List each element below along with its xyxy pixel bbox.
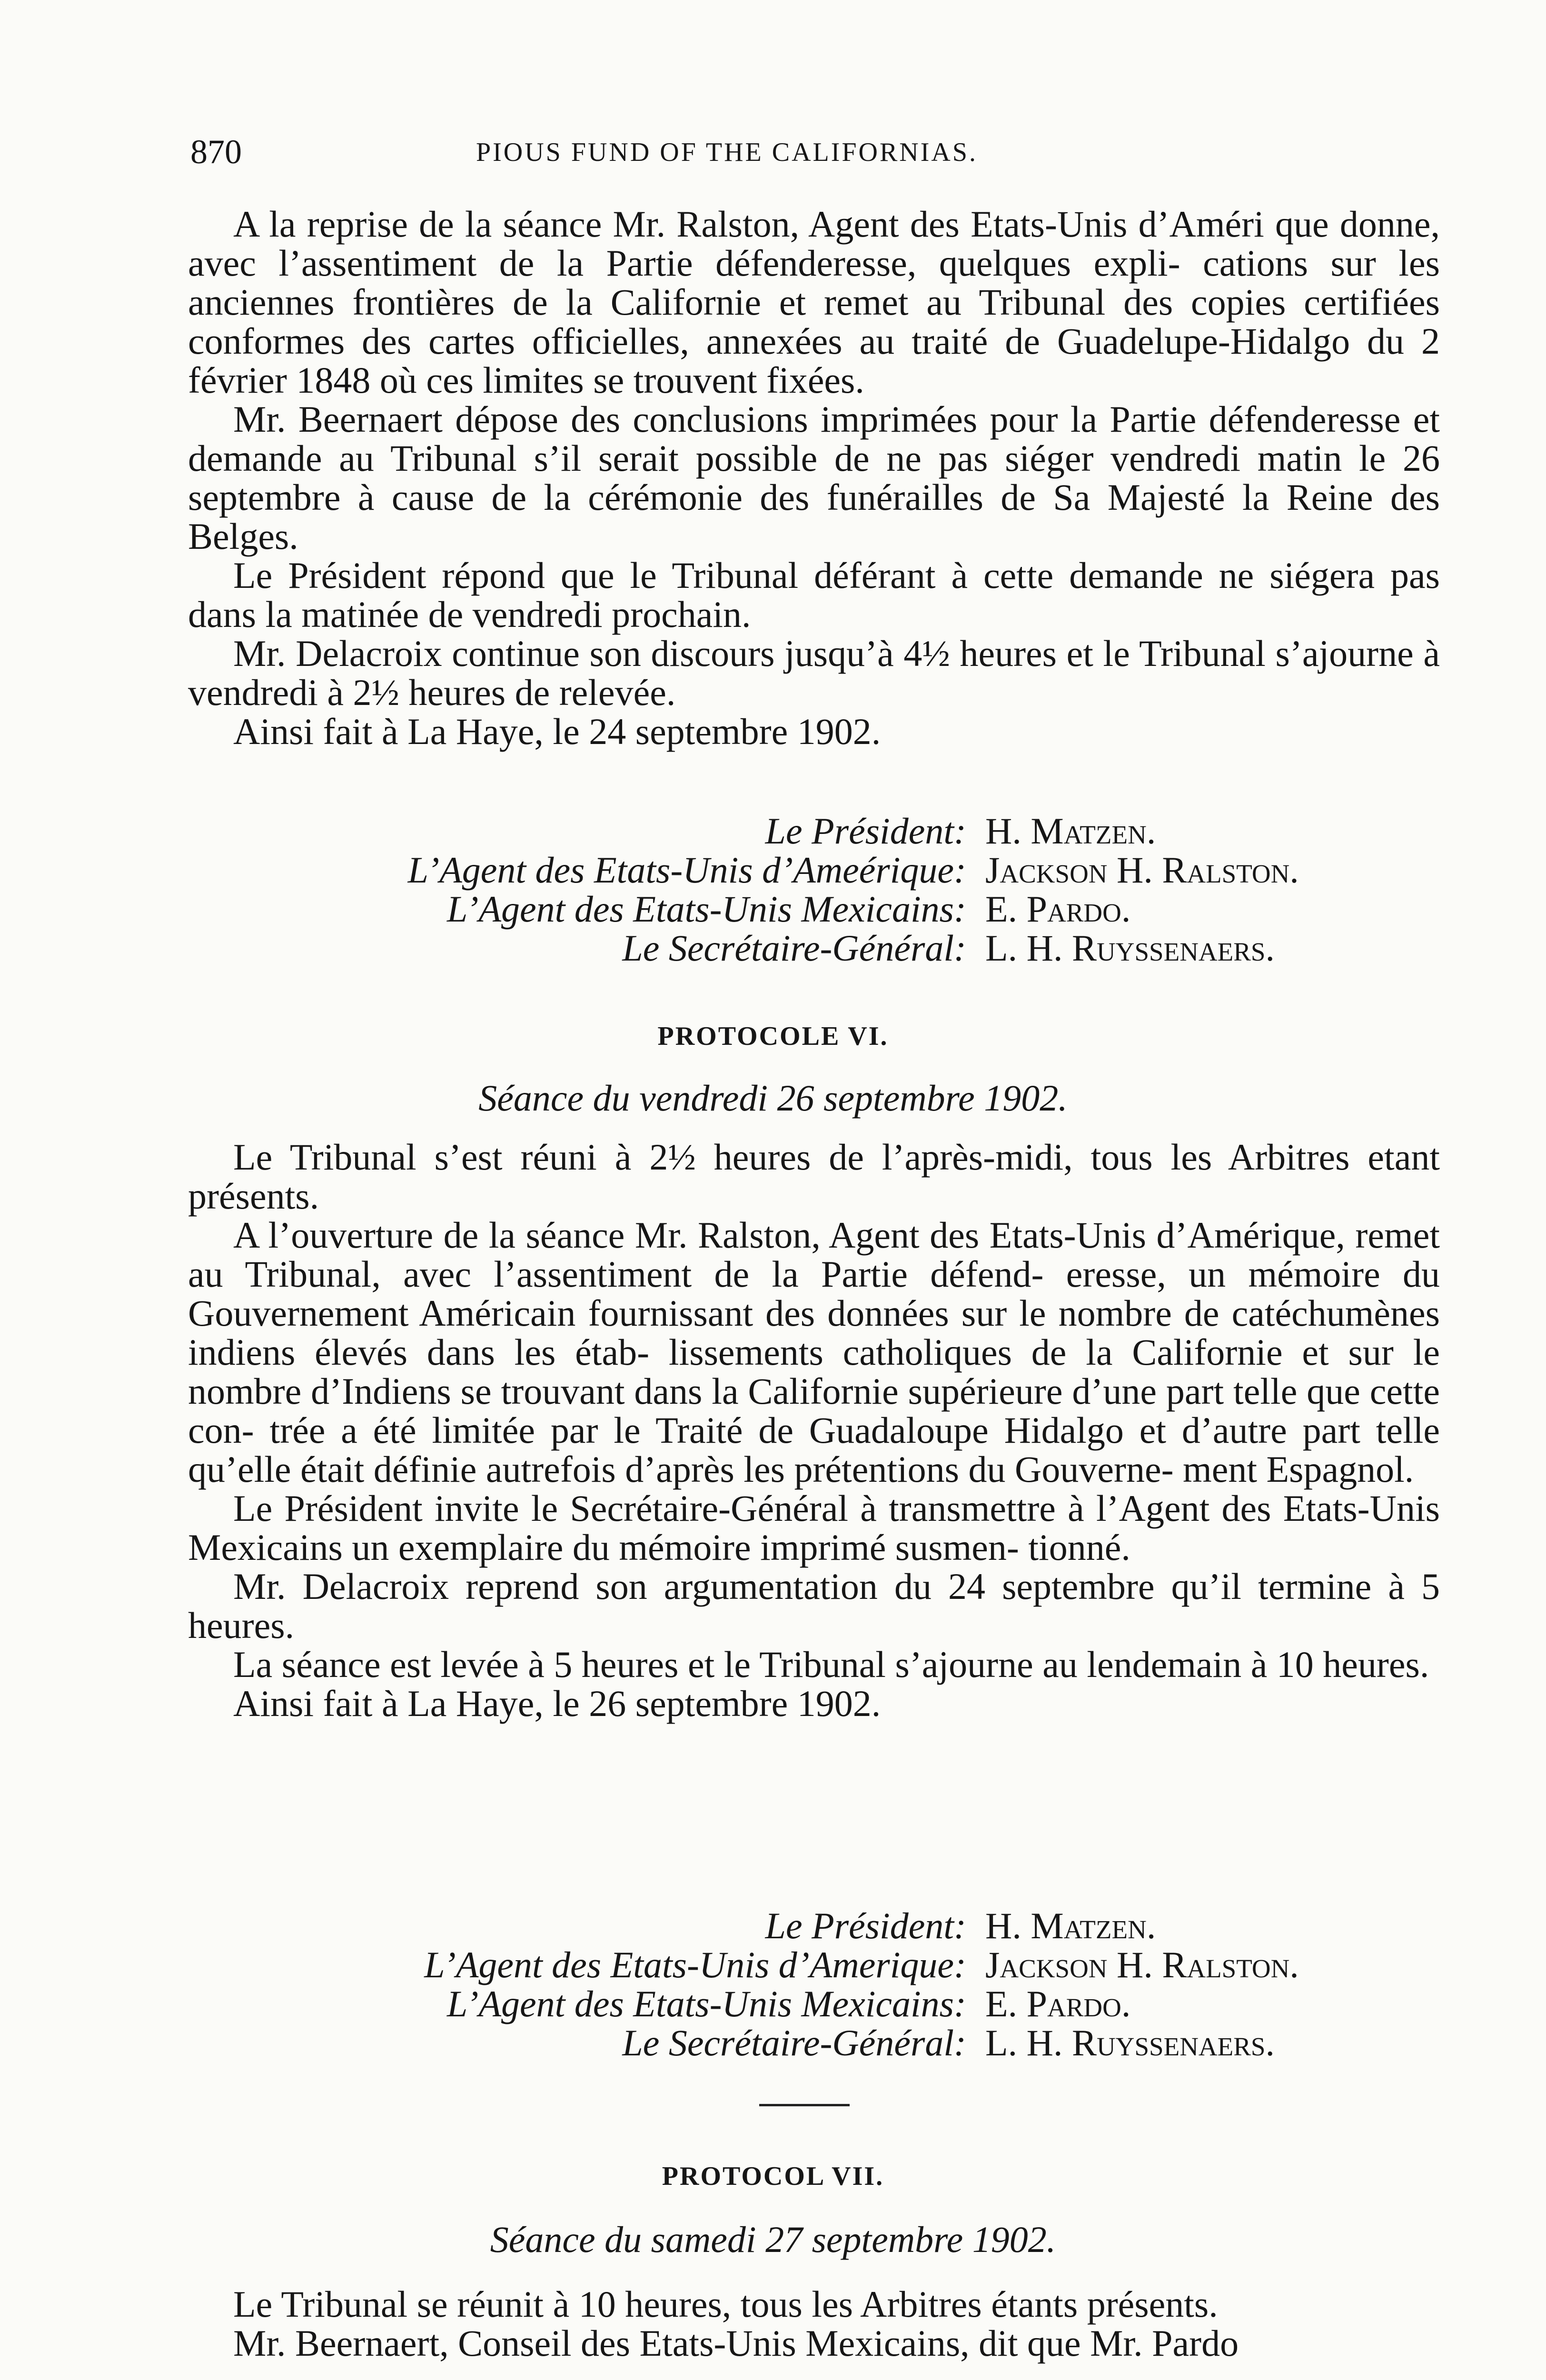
paragraph: Mr. Beernaert, Conseil des Etats-Unis Mexicains, dit que Mr. Pardo [233, 2322, 1239, 2364]
paragraph: A l’ouverture de la séance Mr. Ralston, Agent des Etats-Unis d’Amérique, remet au Tribunal, avec l’assentiment de la Partie défend- eresse, un mémoire du Gouvernement Américain fournissant des données sur le nombre de catéchumènes indiens élevés dans les étab- lissements catholiques de la Californie et sur le nombre d’Indiens se trouvant dans la Californie supérieure d’une part telle que cette con- trée a été limitée par le Traité de Guadaloupe Hidalgo et d’autre part telle qu’elle était définie autrefois d’après les prétentions du Gouverne- ment Espagnol. [188, 1214, 1440, 1490]
running-title: PIOUS FUND OF THE CALIFORNIAS. [476, 138, 978, 167]
paragraph: Ainsi fait à La Haye, le 26 septembre 1902. [233, 1683, 881, 1724]
page-number: 870 [190, 133, 242, 171]
paragraph: Le Président invite le Secrétaire-Général à transmettre à l’Agent des Etats-Unis Mexicains un exemplaire du mémoire imprimé susmen- tionné. [188, 1488, 1440, 1568]
section-divider [759, 2104, 850, 2106]
section1-text [188, 205, 1440, 751]
session-date: Séance du samedi 27 septembre 1902. [490, 2219, 1056, 2260]
paragraph: Le Tribunal se réunit à 10 heures, tous les Arbitres étants présents. [233, 2283, 1218, 2325]
signature-block-2 [190, 1906, 1452, 2063]
signature-role: Le Président: [765, 1905, 966, 1946]
signature-row [190, 1984, 1452, 2023]
signature-role: L’Agent des Etats-Unis Mexicains: [446, 888, 966, 930]
page-header [190, 132, 1452, 175]
signature-role: L’Agent des Etats-Unis Mexicains: [446, 1983, 966, 2024]
signature-row [190, 2023, 1452, 2063]
protocol7-text [188, 2285, 1440, 2363]
paragraph: La séance est levée à 5 heures et le Tribunal s’ajourne au lendemain à 10 heures. [233, 1644, 1429, 1685]
signature-role: L’Agent des Etats-Unis d’Amerique: [424, 1944, 966, 1985]
paragraph: Mr. Beernaert dépose des conclusions imprimées pour la Partie défenderesse et demande au Tribunal s’il serait possible de ne pas siéger vendredi matin le 26 septembre à cause de la cérémonie des funérailles de Sa Majesté la Reine des Belges. [188, 398, 1440, 557]
signature-row [190, 929, 1452, 968]
paragraph: A la reprise de la séance Mr. Ralston, Agent des Etats-Unis d’Améri que donne, avec l’assentiment de la Partie défenderesse, quelques expli- cations sur les anciennes frontières de la Californie et remet au Tribunal des copies certifiées conformes des cartes officielles, annexées au traité de Guadelupe-Hidalgo du 2 février 1848 où ces limites se trouvent fixées. [188, 203, 1440, 401]
signature-row [190, 812, 1452, 851]
session-date: Séance du vendredi 26 septembre 1902. [478, 1077, 1068, 1119]
signature-name: E. Pardo. [985, 888, 1131, 930]
signature-row [190, 890, 1452, 929]
paragraph: Mr. Delacroix continue son discours jusqu’à 4½ heures et le Tribunal s’ajourne à vendredi à 2½ heures de relevée. [188, 633, 1440, 713]
signature-role: L’Agent des Etats-Unis d’Ameérique: [407, 849, 966, 891]
signature-name: Jackson H. Ralston. [985, 849, 1299, 891]
signature-row [190, 851, 1452, 890]
signature-name: H. Matzen. [985, 810, 1156, 852]
signature-name: H. Matzen. [985, 1905, 1156, 1946]
protocol6-text [188, 1138, 1440, 1723]
signature-block-1 [190, 812, 1452, 968]
protocol-heading: PROTOCOL VII. [662, 2162, 884, 2191]
paragraph: Mr. Delacroix reprend son argumentation du 24 septembre qu’il termine à 5 heures. [188, 1566, 1440, 1646]
protocol-heading: PROTOCOLE VI. [657, 1021, 889, 1051]
signature-name: Jackson H. Ralston. [985, 1944, 1299, 1985]
signature-role: Le Président: [765, 810, 966, 852]
signature-row [190, 1906, 1452, 1945]
paragraph: Le Tribunal s’est réuni à 2½ heures de l’après-midi, tous les Arbitres etant présents. [188, 1136, 1440, 1217]
signature-row [190, 1945, 1452, 1984]
signature-role: Le Secrétaire-Général: [622, 927, 966, 969]
signature-name: L. H. Ruyssenaers. [985, 2022, 1275, 2063]
paragraph: Le Président répond que le Tribunal déférant à cette demande ne siégera pas dans la matinée de vendredi prochain. [188, 555, 1440, 635]
signature-role: Le Secrétaire-Général: [622, 2022, 966, 2063]
paragraph: Ainsi fait à La Haye, le 24 septembre 1902. [233, 711, 881, 752]
signature-name: E. Pardo. [985, 1983, 1131, 2024]
signature-name: L. H. Ruyssenaers. [985, 927, 1275, 969]
